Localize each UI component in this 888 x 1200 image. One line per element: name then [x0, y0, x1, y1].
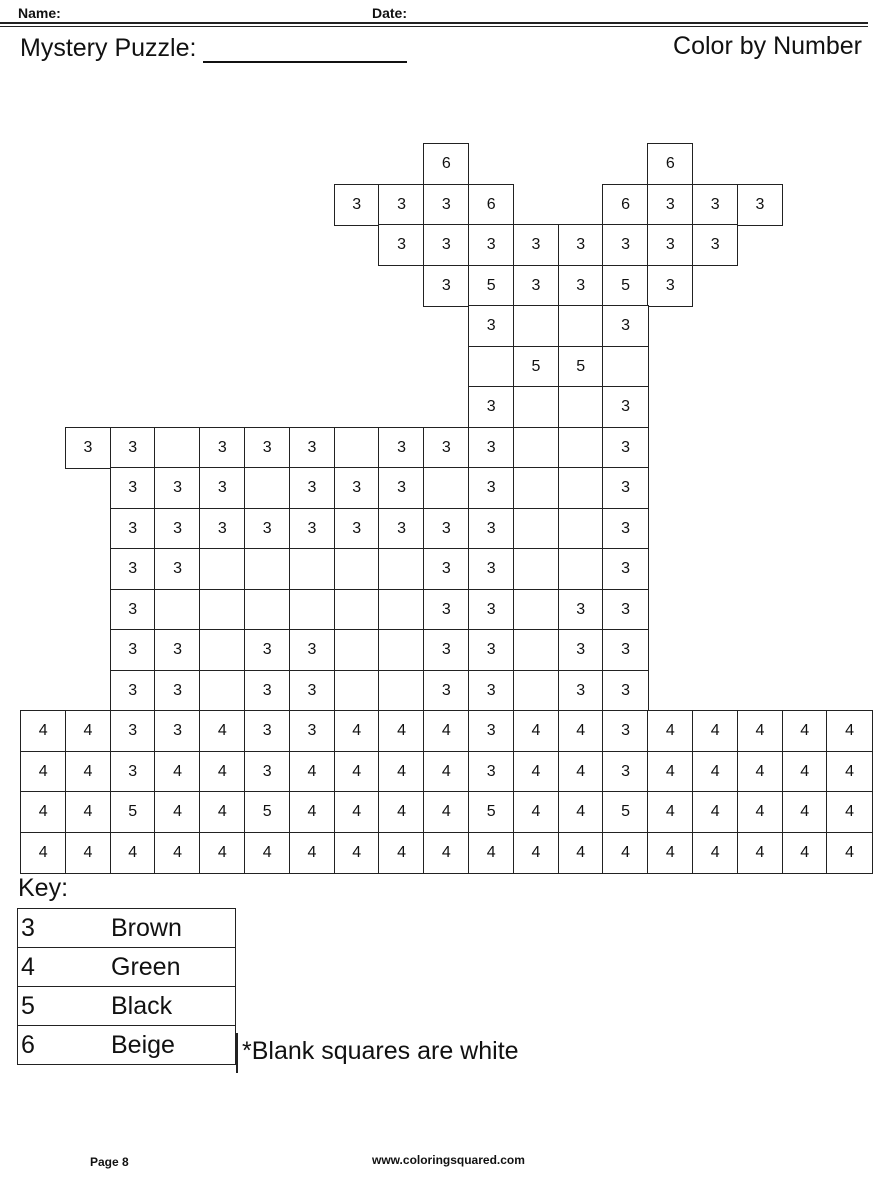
grid-cell: 3	[423, 427, 469, 469]
grid-cell: 3	[289, 670, 335, 712]
grid-cell: 4	[826, 710, 872, 752]
grid-cell: 4	[513, 832, 559, 874]
grid-cell: 4	[423, 751, 469, 793]
name-label: Name:	[18, 5, 61, 21]
grid-cell: 4	[602, 832, 648, 874]
grid-cell: 4	[65, 751, 111, 793]
key-row	[18, 987, 236, 1026]
grid-cell: 3	[602, 629, 648, 671]
grid-cell: 4	[647, 710, 693, 752]
grid-cell: 4	[378, 751, 424, 793]
grid-cell: 3	[737, 184, 783, 226]
grid-cell: 4	[378, 791, 424, 833]
grid-cell: 3	[647, 224, 693, 266]
grid-cell-blank	[558, 548, 604, 590]
grid-cell: 3	[513, 224, 559, 266]
grid-cell: 4	[423, 791, 469, 833]
grid-cell: 3	[110, 670, 156, 712]
key-color: Brown	[111, 909, 236, 948]
grid-cell: 3	[423, 184, 469, 226]
grid-cell: 5	[110, 791, 156, 833]
grid-cell: 3	[602, 224, 648, 266]
grid-cell: 3	[110, 710, 156, 752]
grid-cell-blank	[244, 467, 290, 509]
blank-squares-note: *Blank squares are white	[242, 1037, 519, 1065]
grid-cell: 3	[602, 548, 648, 590]
key-number: 6	[18, 1026, 112, 1065]
grid-cell: 5	[602, 791, 648, 833]
grid-cell: 4	[826, 791, 872, 833]
grid-cell: 5	[468, 265, 514, 307]
grid-cell: 3	[154, 629, 200, 671]
grid-cell-blank	[468, 346, 514, 388]
grid-cell: 3	[423, 508, 469, 550]
grid-cell-blank	[244, 589, 290, 631]
grid-cell: 3	[199, 467, 245, 509]
grid-cell-blank	[289, 589, 335, 631]
grid-cell: 3	[468, 710, 514, 752]
grid-cell: 4	[647, 791, 693, 833]
grid-cell: 3	[423, 224, 469, 266]
grid-cell: 4	[20, 832, 66, 874]
grid-cell-blank	[558, 305, 604, 347]
color-key-table	[17, 908, 236, 1065]
grid-cell: 3	[602, 589, 648, 631]
grid-cell: 4	[199, 791, 245, 833]
grid-cell-blank	[154, 589, 200, 631]
grid-cell: 3	[65, 427, 111, 469]
grid-cell: 3	[199, 427, 245, 469]
grid-cell: 6	[647, 143, 693, 185]
grid-cell: 3	[558, 265, 604, 307]
grid-cell: 3	[602, 670, 648, 712]
grid-cell: 3	[558, 224, 604, 266]
key-divider	[236, 1033, 238, 1073]
grid-cell: 4	[513, 751, 559, 793]
grid-cell-blank	[423, 467, 469, 509]
grid-cell: 3	[468, 305, 514, 347]
grid-cell: 3	[378, 184, 424, 226]
grid-cell: 4	[782, 751, 828, 793]
grid-cell: 4	[782, 710, 828, 752]
grid-cell: 3	[378, 467, 424, 509]
grid-cell: 4	[334, 751, 380, 793]
key-number: 3	[18, 909, 112, 948]
grid-cell: 3	[602, 427, 648, 469]
grid-cell: 3	[289, 710, 335, 752]
grid-cell: 3	[423, 589, 469, 631]
key-color: Black	[111, 987, 236, 1026]
key-number: 4	[18, 948, 112, 987]
grid-cell: 3	[468, 467, 514, 509]
grid-cell: 3	[468, 629, 514, 671]
grid-cell: 3	[244, 751, 290, 793]
grid-cell-blank	[558, 386, 604, 428]
grid-cell: 3	[289, 629, 335, 671]
grid-cell: 3	[468, 670, 514, 712]
grid-cell: 4	[110, 832, 156, 874]
grid-cell: 4	[154, 751, 200, 793]
grid-cell-blank	[199, 589, 245, 631]
grid-cell-blank	[334, 548, 380, 590]
grid-cell: 3	[289, 467, 335, 509]
grid-cell: 3	[289, 427, 335, 469]
grid-cell-blank	[513, 427, 559, 469]
grid-cell: 3	[468, 224, 514, 266]
grid-cell: 4	[692, 751, 738, 793]
key-row	[18, 909, 236, 948]
grid-cell: 4	[154, 832, 200, 874]
grid-cell: 3	[154, 548, 200, 590]
key-row	[18, 948, 236, 987]
grid-cell: 4	[334, 791, 380, 833]
grid-cell: 3	[110, 589, 156, 631]
website-url: www.coloringsquared.com	[372, 1153, 525, 1167]
grid-cell: 6	[423, 143, 469, 185]
grid-cell-blank	[334, 427, 380, 469]
grid-cell: 3	[602, 386, 648, 428]
grid-cell: 4	[334, 832, 380, 874]
grid-cell: 3	[602, 751, 648, 793]
grid-cell: 3	[378, 508, 424, 550]
grid-cell-blank	[558, 427, 604, 469]
grid-cell: 3	[154, 710, 200, 752]
grid-cell: 4	[423, 710, 469, 752]
grid-cell-blank	[199, 670, 245, 712]
grid-cell: 4	[199, 832, 245, 874]
grid-cell: 3	[334, 184, 380, 226]
grid-cell: 5	[558, 346, 604, 388]
grid-cell: 3	[423, 629, 469, 671]
grid-cell: 4	[199, 751, 245, 793]
grid-cell: 4	[468, 832, 514, 874]
grid-cell-blank	[289, 548, 335, 590]
grid-cell-blank	[513, 386, 559, 428]
grid-cell: 4	[378, 710, 424, 752]
grid-cell-blank	[513, 629, 559, 671]
grid-cell-blank	[199, 629, 245, 671]
grid-cell: 3	[154, 467, 200, 509]
grid-cell-blank	[513, 467, 559, 509]
grid-cell: 3	[199, 508, 245, 550]
grid-cell: 4	[558, 751, 604, 793]
grid-cell: 3	[513, 265, 559, 307]
grid-cell: 3	[378, 427, 424, 469]
grid-cell: 4	[244, 832, 290, 874]
grid-cell: 3	[602, 305, 648, 347]
page-number: Page 8	[90, 1155, 129, 1169]
grid-cell: 3	[244, 427, 290, 469]
grid-cell-blank	[199, 548, 245, 590]
grid-cell: 3	[110, 508, 156, 550]
grid-cell: 3	[244, 710, 290, 752]
grid-cell: 4	[826, 832, 872, 874]
key-title: Key:	[18, 874, 69, 902]
grid-cell-blank	[558, 508, 604, 550]
grid-cell: 3	[558, 589, 604, 631]
grid-cell: 5	[468, 791, 514, 833]
grid-cell: 4	[558, 710, 604, 752]
grid-cell: 3	[244, 508, 290, 550]
grid-cell: 4	[737, 791, 783, 833]
grid-cell: 3	[244, 629, 290, 671]
grid-cell: 5	[244, 791, 290, 833]
grid-cell: 3	[558, 629, 604, 671]
grid-cell: 6	[602, 184, 648, 226]
grid-cell: 4	[737, 710, 783, 752]
grid-cell: 4	[826, 751, 872, 793]
grid-cell-blank	[602, 346, 648, 388]
grid-cell: 3	[289, 508, 335, 550]
grid-cell: 4	[513, 710, 559, 752]
grid-cell-blank	[513, 305, 559, 347]
grid-cell: 4	[289, 832, 335, 874]
puzzle-subtitle: Color by Number	[673, 32, 862, 60]
grid-cell: 3	[110, 751, 156, 793]
grid-cell-blank	[513, 589, 559, 631]
grid-cell: 3	[423, 548, 469, 590]
grid-cell: 3	[602, 467, 648, 509]
grid-cell: 4	[65, 832, 111, 874]
grid-cell: 4	[647, 832, 693, 874]
grid-cell-blank	[378, 670, 424, 712]
grid-cell: 3	[378, 224, 424, 266]
grid-cell: 3	[154, 670, 200, 712]
grid-cell: 4	[20, 791, 66, 833]
grid-cell-blank	[513, 670, 559, 712]
grid-cell: 3	[423, 670, 469, 712]
grid-cell: 3	[334, 467, 380, 509]
grid-cell: 3	[468, 386, 514, 428]
grid-cell: 4	[692, 710, 738, 752]
grid-cell: 5	[602, 265, 648, 307]
grid-cell: 3	[558, 670, 604, 712]
grid-cell: 4	[737, 751, 783, 793]
grid-cell: 3	[110, 629, 156, 671]
grid-cell: 3	[468, 589, 514, 631]
date-label: Date:	[372, 5, 408, 21]
grid-cell-blank	[244, 548, 290, 590]
grid-cell: 3	[334, 508, 380, 550]
grid-cell: 4	[289, 791, 335, 833]
grid-cell: 3	[468, 751, 514, 793]
grid-cell-blank	[334, 589, 380, 631]
grid-cell: 3	[110, 467, 156, 509]
grid-cell-blank	[378, 629, 424, 671]
grid-cell: 3	[647, 184, 693, 226]
key-number: 5	[18, 987, 112, 1026]
grid-cell-blank	[334, 629, 380, 671]
grid-cell: 4	[692, 832, 738, 874]
grid-cell: 4	[334, 710, 380, 752]
grid-cell: 3	[602, 710, 648, 752]
grid-cell: 3	[423, 265, 469, 307]
grid-cell-blank	[513, 508, 559, 550]
grid-cell: 3	[468, 427, 514, 469]
grid-cell: 4	[154, 791, 200, 833]
grid-cell: 4	[199, 710, 245, 752]
grid-cell-blank	[378, 548, 424, 590]
grid-cell: 4	[20, 710, 66, 752]
grid-cell: 4	[20, 751, 66, 793]
grid-cell: 4	[558, 791, 604, 833]
grid-cell: 4	[423, 832, 469, 874]
grid-cell: 3	[154, 508, 200, 550]
grid-cell: 4	[737, 832, 783, 874]
grid-cell: 5	[513, 346, 559, 388]
grid-cell: 6	[468, 184, 514, 226]
grid-cell: 4	[782, 791, 828, 833]
grid-cell: 3	[468, 508, 514, 550]
puzzle-title: Mystery Puzzle:	[20, 34, 197, 62]
grid-cell: 3	[602, 508, 648, 550]
grid-cell: 4	[378, 832, 424, 874]
grid-cell: 4	[647, 751, 693, 793]
grid-cell: 4	[782, 832, 828, 874]
key-color: Beige	[111, 1026, 236, 1065]
grid-cell: 3	[468, 548, 514, 590]
grid-cell: 4	[692, 791, 738, 833]
grid-cell: 4	[65, 710, 111, 752]
grid-cell: 3	[692, 224, 738, 266]
grid-cell: 3	[110, 427, 156, 469]
grid-cell-blank	[378, 589, 424, 631]
grid-cell: 4	[558, 832, 604, 874]
grid-cell-blank	[558, 467, 604, 509]
grid-cell: 4	[289, 751, 335, 793]
grid-cell: 3	[647, 265, 693, 307]
grid-cell: 3	[692, 184, 738, 226]
grid-cell-blank	[334, 670, 380, 712]
grid-cell: 3	[244, 670, 290, 712]
grid-cell: 3	[110, 548, 156, 590]
key-color: Green	[111, 948, 236, 987]
grid-cell-blank	[513, 548, 559, 590]
grid-cell-blank	[154, 427, 200, 469]
grid-cell: 4	[513, 791, 559, 833]
grid-cell: 4	[65, 791, 111, 833]
key-row	[18, 1026, 236, 1065]
